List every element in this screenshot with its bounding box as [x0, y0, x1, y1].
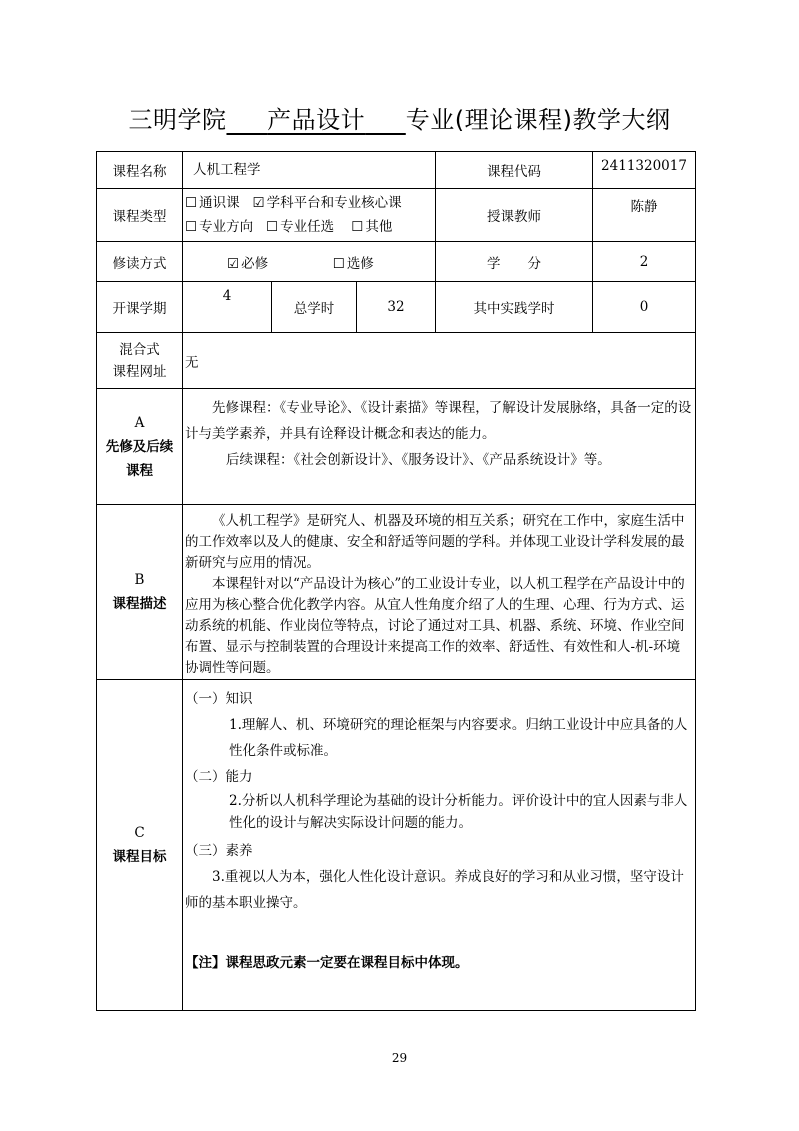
page-number: 29	[391, 1051, 408, 1065]
section-a-label: A 先修及后续 课程	[97, 389, 183, 505]
row-section-a	[97, 389, 696, 505]
row-semester	[97, 282, 696, 333]
checkbox-icon: ☐	[351, 219, 364, 235]
course-type-label: 课程类型	[97, 189, 183, 242]
quality-body: 3.重视以人为本，强化人性化设计意识。养成良好的学习和从业习惯，坚守设计师的基本职业操守。	[185, 869, 684, 911]
checkbox-icon: ☐	[185, 219, 198, 235]
row-section-c	[97, 680, 696, 1011]
type-option-core: ☑ 学科平台和专业核心课	[252, 195, 401, 211]
total-hours-label: 总学时	[272, 282, 357, 333]
section-c-label: C 课程目标	[97, 680, 183, 1011]
row-section-b	[97, 505, 696, 680]
follow-up-text: 后续课程：《社会创新设计》、《服务设计》、《产品系统设计》等。	[226, 452, 611, 468]
row-course-name	[97, 152, 696, 189]
type-option-elective: ☐ 专业任选	[266, 219, 334, 235]
total-hours-value: 32	[357, 282, 436, 333]
course-name-label: 课程名称	[97, 152, 183, 189]
knowledge-heading: （一）知识	[185, 691, 253, 707]
type-option-direction: ☐ 专业方向	[185, 219, 253, 235]
teacher-label: 授课教师	[436, 189, 593, 242]
course-name-value: 人机工程学	[183, 152, 436, 189]
type-option-general: ☐ 通识课	[185, 195, 240, 211]
checkbox-icon: ☐	[265, 219, 279, 235]
mode-option-required: ☑ 必修	[227, 255, 269, 272]
page-title	[0, 100, 799, 135]
mixed-url-label: 混合式 课程网址	[97, 333, 183, 389]
course-type-options	[183, 189, 436, 242]
section-c-content	[183, 680, 696, 1011]
knowledge-body: 1.理解人、机、环境研究的理论框架与内容要求。归纳工业设计中应具备的人性化条件或标准。	[229, 717, 688, 759]
prerequisite-text: 先修课程：《专业导论》、《设计素描》等课程，了解设计发展脉络，具备一定的设计与美学素养，并具有诠释设计概念和表达的能力。	[185, 400, 692, 442]
description-para-2: 本课程针对以“产品设计为核心”的工业设计专业，以人机工程学在产品设计中的应用为核心整合优化教学内容。从宜人性角度介绍了人的生理、心理、行为方式、运动系统的机能、作业岗位等特点，讨论了通过对工具、机器、系统、环境、作业空间布置、显示与控制装置的合理设计来提高工作的效率、舒适性、有效性和人-机-环境协调性等问题。	[185, 576, 685, 676]
section-b-label: B 课程描述	[97, 505, 183, 680]
practice-hours-label: 其中实践学时	[436, 282, 593, 333]
course-type-line-2	[185, 215, 433, 239]
mode-option-elective: ☐ 选修	[332, 255, 374, 272]
semester-value: 4	[183, 282, 272, 333]
mixed-url-value: 无	[183, 333, 696, 389]
checkbox-checked-icon: ☑	[227, 255, 240, 272]
course-type-line-1	[185, 191, 433, 215]
checkbox-icon: ☐	[332, 255, 345, 272]
study-mode-label: 修读方式	[97, 242, 183, 282]
checkbox-checked-icon: ☑	[252, 195, 265, 211]
title-suffix: 专业(理论课程)教学大纲	[405, 106, 671, 134]
row-mixed-url	[97, 333, 696, 389]
semester-label: 开课学期	[97, 282, 183, 333]
course-code-value: 2411320017	[593, 152, 696, 189]
title-major: 产品设计	[267, 106, 366, 134]
study-mode-options	[183, 242, 436, 282]
row-course-type	[97, 189, 696, 242]
credit-value: 2	[593, 242, 696, 282]
title-prefix: 三明学院	[128, 106, 227, 134]
syllabus-table	[96, 151, 696, 1011]
ideology-note: 【注】课程思政元素一定要在课程目标中体现。	[185, 955, 469, 971]
checkbox-icon: ☐	[185, 195, 198, 211]
course-code-label: 课程代码	[436, 152, 593, 189]
description-para-1: 《人机工程学》是研究人、机器及环境的相互关系；研究在工作中，家庭生活中的工作效率以及人的健康、安全和舒适等问题的学科。并体现工业设计学科发展的最新研究与应用的情况。	[185, 513, 685, 571]
section-a-content	[183, 389, 696, 505]
quality-heading: （三）素养	[185, 843, 253, 859]
ability-heading: （二）能力	[185, 769, 253, 785]
teacher-value: 陈静	[593, 189, 696, 242]
credit-label: 学 分	[436, 242, 593, 282]
practice-hours-value: 0	[593, 282, 696, 333]
type-option-other: ☐ 其他	[351, 219, 392, 235]
row-study-mode	[97, 242, 696, 282]
section-b-content	[183, 505, 696, 680]
ability-body: 2.分析以人机科学理论为基础的设计分析能力。评价设计中的宜人因素与非人性化的设计与解决实际设计问题的能力。	[229, 793, 688, 831]
